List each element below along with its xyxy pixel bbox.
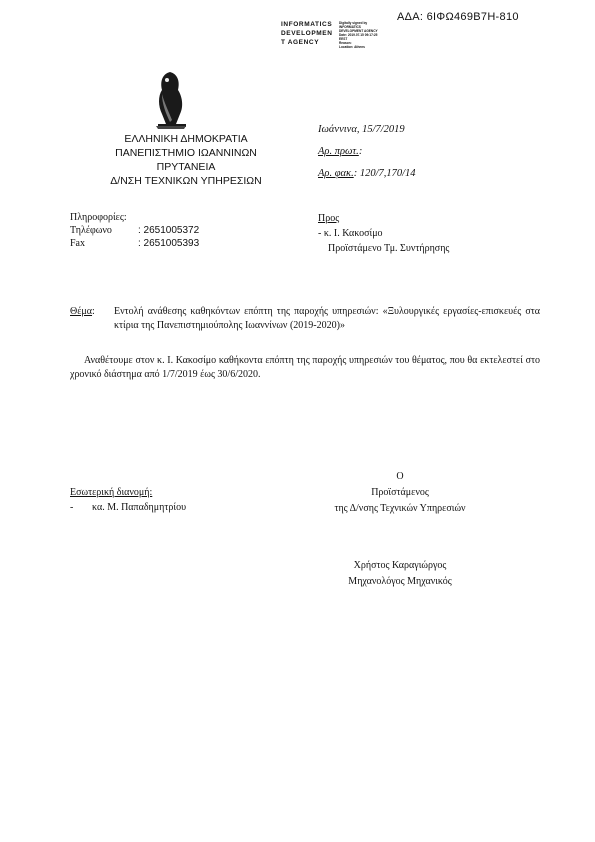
distribution-item: - κα. Μ. Παπαδημητρίου [70,502,187,513]
signer-role: Προϊστάμενος [371,487,429,498]
protocol-number: Αρ. πρωτ.: [318,146,363,157]
stamp-details: Digitally signed by INFORMATICS DEVELOPMENT AGENCY Date: 2019.07.15 09:17:25 EEST Reason: Location: Athens [339,21,378,49]
recipient-title: Προϊστάμενο Τμ. Συντήρησης [328,243,450,254]
recipient-label: Προς [318,213,340,224]
contact-info [70,211,199,250]
signer-title: Μηχανολόγος Μηχανικός [348,576,452,587]
digital-signature-stamp [281,20,401,54]
recipient-block [318,211,449,256]
issuer-block [70,132,302,188]
issuer-line: ΠΡΥΤΑΝΕΙΑ [156,161,216,173]
subject-label: Θέμα: [70,306,95,317]
signer-dept: της Δ/νσης Τεχνικών Υπηρεσιών [334,503,466,514]
internal-distribution [70,485,186,515]
subject-block [70,305,540,333]
signer-name: Χρήστος Καραγιώργος [353,560,447,571]
issuer-line: Δ/ΝΣΗ ΤΕΧΝΙΚΩΝ ΥΠΗΡΕΣΙΩΝ [110,175,262,187]
document-info [318,119,416,185]
stamp-agency-name: INFORMATICS DEVELOPMEN T AGENCY [281,21,333,46]
file-number: Αρ. φακ.: 120/7,170/14 [318,168,416,179]
recipient-name: - κ. Ι. Κακοσίμο [318,228,383,239]
contact-title: Πληροφορίες: [70,212,127,223]
subject-text: Εντολή ανάθεσης καθηκόντων επόπτη της παροχής υπηρεσιών: «Ξυλουργικές εργασίες-επισκευές στα κτίρια της Πανεπιστημιούπολης Ιωαννίνων (2019-2020)» [114,306,540,331]
body-paragraph: Αναθέτουμε στον κ. Ι. Κακοσίμο καθήκοντα επόπτη της παροχής υπηρεσιών του θέματος, που θα εκτελεστεί στο χρονικό διάστημα από 1/7/2019 έως 30/6/2020. [70,355,540,380]
distribution-label: Εσωτερική διανομή: [70,487,153,498]
owl-emblem-icon [150,70,192,130]
signer-block [300,469,500,517]
issuer-line: ΠΑΝΕΠΙΣΤΗΜΙΟ ΙΩΑΝΝΙΝΩΝ [115,147,257,159]
issuer-line: ΕΛΛΗΝΙΚΗ ΔΗΜΟΚΡΑΤΙΑ [124,133,248,145]
signature-block [300,558,500,590]
phone-row: Τηλέφωνο : 2651005372 [70,225,200,236]
ada-code: ΑΔΑ: 6ΙΦΩ469Β7Η-810 [397,11,519,23]
place-date: Ιωάννινα, 15/7/2019 [318,124,405,135]
signer-article: Ο [396,471,404,482]
fax-row: Fax : 2651005393 [70,238,200,249]
